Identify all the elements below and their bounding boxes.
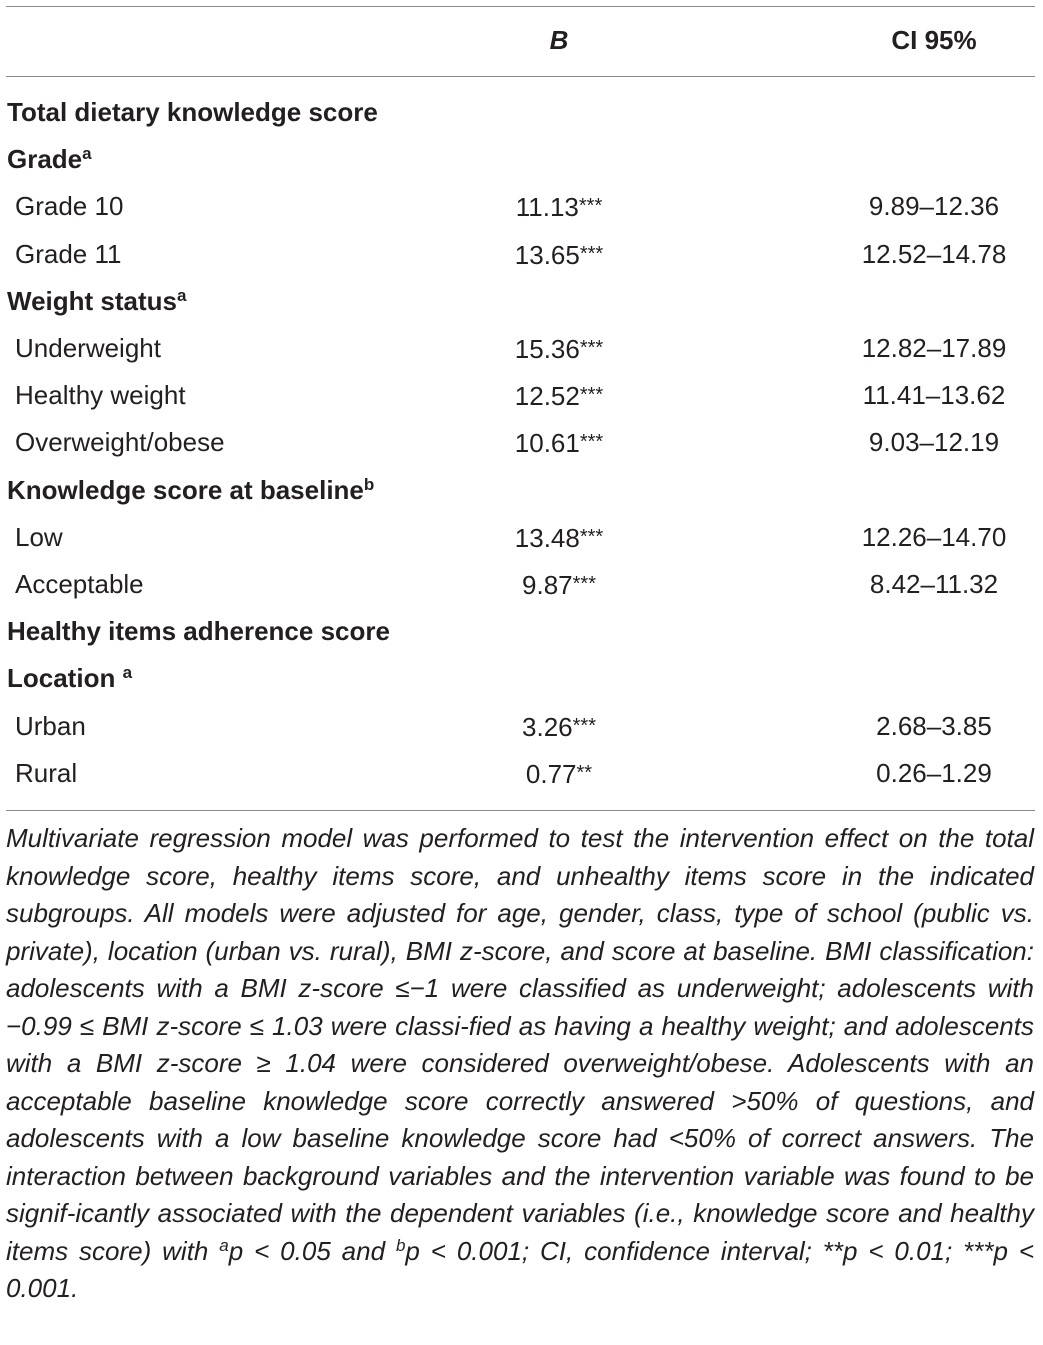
- section-label: [7, 89, 378, 136]
- b-number: 10.61: [514, 428, 580, 459]
- section-label: [7, 655, 132, 702]
- significance-stars: ***: [578, 195, 603, 218]
- table-header: [0, 17, 1043, 64]
- footnote-sup-b: b: [395, 1235, 406, 1255]
- significance-stars: ***: [579, 384, 604, 407]
- table-row: [0, 514, 1043, 561]
- table-row: [0, 372, 1043, 419]
- section-row: [0, 655, 1043, 702]
- b-number: 3.26: [522, 711, 573, 742]
- significance-stars: ***: [572, 714, 596, 737]
- label-superscript: a: [122, 663, 133, 683]
- label-text: Rural: [15, 757, 78, 788]
- b-number: 0.77: [525, 758, 577, 789]
- top-rule: [6, 6, 1035, 7]
- significance-stars: ***: [579, 242, 604, 265]
- row-label: [15, 231, 121, 278]
- header-rule: [6, 76, 1035, 77]
- label-superscript: a: [82, 144, 92, 164]
- b-value: [459, 231, 659, 279]
- significance-stars: **: [576, 761, 593, 784]
- ci-value: 2.68–3.85: [876, 710, 992, 741]
- ci-value: 12.26–14.70: [861, 521, 1007, 552]
- footnote-p-a: p < 0.05 and: [228, 1235, 396, 1266]
- table-row: [0, 561, 1043, 608]
- row-label: [15, 703, 86, 750]
- section-row: [0, 467, 1043, 514]
- section-label: [7, 278, 186, 325]
- b-value: [459, 514, 659, 562]
- b-number: 13.65: [514, 239, 580, 270]
- table-row: [0, 231, 1043, 278]
- row-label: [15, 750, 77, 797]
- label-text: Healthy items adherence score: [7, 616, 390, 647]
- significance-stars: ***: [572, 573, 596, 595]
- label-superscript: a: [176, 285, 187, 305]
- label-text: Overweight/obese: [15, 427, 225, 458]
- b-number: 15.36: [514, 334, 580, 364]
- b-value: [459, 325, 659, 373]
- label-text: Underweight: [15, 333, 161, 363]
- b-number: 9.87: [522, 570, 573, 600]
- ci-value: 9.03–12.19: [868, 427, 1000, 458]
- row-label: [15, 372, 186, 419]
- ci-value: 11.41–13.62: [862, 380, 1006, 411]
- b-value: [459, 561, 659, 609]
- table-row: [0, 750, 1043, 797]
- label-text: Weight status: [7, 285, 177, 316]
- section-row: [0, 278, 1043, 325]
- row-label: [15, 514, 63, 561]
- table-row: [0, 183, 1043, 230]
- significance-stars: ***: [579, 337, 604, 359]
- b-number: 11.13: [515, 192, 579, 223]
- table-footnote: [6, 820, 1034, 1308]
- row-label: [15, 561, 144, 608]
- label-text: Total dietary knowledge score: [7, 97, 378, 127]
- b-value: [459, 372, 659, 420]
- table-row: [0, 703, 1043, 750]
- section-label: [7, 467, 374, 514]
- label-superscript: b: [363, 474, 375, 494]
- row-label: [15, 325, 161, 372]
- footnote-sup-a: a: [219, 1235, 229, 1255]
- row-label: [15, 419, 225, 466]
- footnote-p-b: p < 0.001; CI, confidence interval; **p < 0.01; ***p < 0.001.: [6, 1235, 1034, 1303]
- b-value: [459, 183, 659, 231]
- table-row: [0, 419, 1043, 466]
- table-row: [0, 325, 1043, 372]
- label-text: Urban: [15, 710, 86, 741]
- label-text: Grade 11: [15, 238, 122, 269]
- row-label: [15, 183, 123, 230]
- section-label: [7, 136, 92, 183]
- label-text: Location: [7, 663, 123, 694]
- section-label: [7, 608, 390, 655]
- ci-value: 12.52–14.78: [861, 238, 1007, 269]
- label-text: Acceptable: [15, 569, 144, 599]
- section-row: [0, 608, 1043, 655]
- significance-stars: ***: [579, 431, 604, 454]
- ci-value: 8.42–11.32: [869, 569, 999, 599]
- ci-value: 9.89–12.36: [868, 191, 1000, 222]
- bottom-rule: [6, 810, 1035, 811]
- b-number: 13.48: [514, 522, 580, 553]
- b-value: [459, 750, 659, 798]
- footnote-main: Multivariate regression model was performed to test the intervention effect on the total knowledge score, healthy items score, and unhealthy items score in the indicated subgroups. All models were adjusted for age, gender, class, type of school (public vs. private), location (urban vs. rural), BMI z-score, and score at baseline. BMI classification: adolescents with a BMI z-score ≤−1 were classified as underweight; adolescents with −0.99 ≤ BMI z-score ≤ 1.03 were classi-fied as having a healthy weight; and adolescents with a BMI z-score ≥ 1.04 were considered overweight/obese. Adolescents with an acceptable baseline knowledge score correctly answered >50% of questions, and adolescents with a low baseline knowledge score had <50% of correct answers. The interaction between background variables and the intervention variable was found to be signif-icantly associated with the dependent variables (i.e., knowledge score and healthy items score) with: [6, 823, 1034, 1266]
- header-b: B: [549, 25, 569, 55]
- label-text: Grade: [7, 144, 83, 175]
- section-row: [0, 136, 1043, 183]
- ci-value: 12.82–17.89: [861, 333, 1007, 363]
- header-ci: CI 95%: [891, 25, 977, 55]
- section-row: [0, 89, 1043, 136]
- label-text: Grade 10: [15, 191, 124, 222]
- b-value: [459, 703, 659, 751]
- label-text: Healthy weight: [15, 380, 186, 411]
- significance-stars: ***: [579, 525, 604, 548]
- label-text: Knowledge score at baseline: [7, 474, 364, 505]
- b-number: 12.52: [514, 381, 580, 412]
- label-text: Low: [15, 521, 63, 552]
- b-value: [459, 419, 659, 467]
- ci-value: 0.26–1.29: [876, 757, 992, 788]
